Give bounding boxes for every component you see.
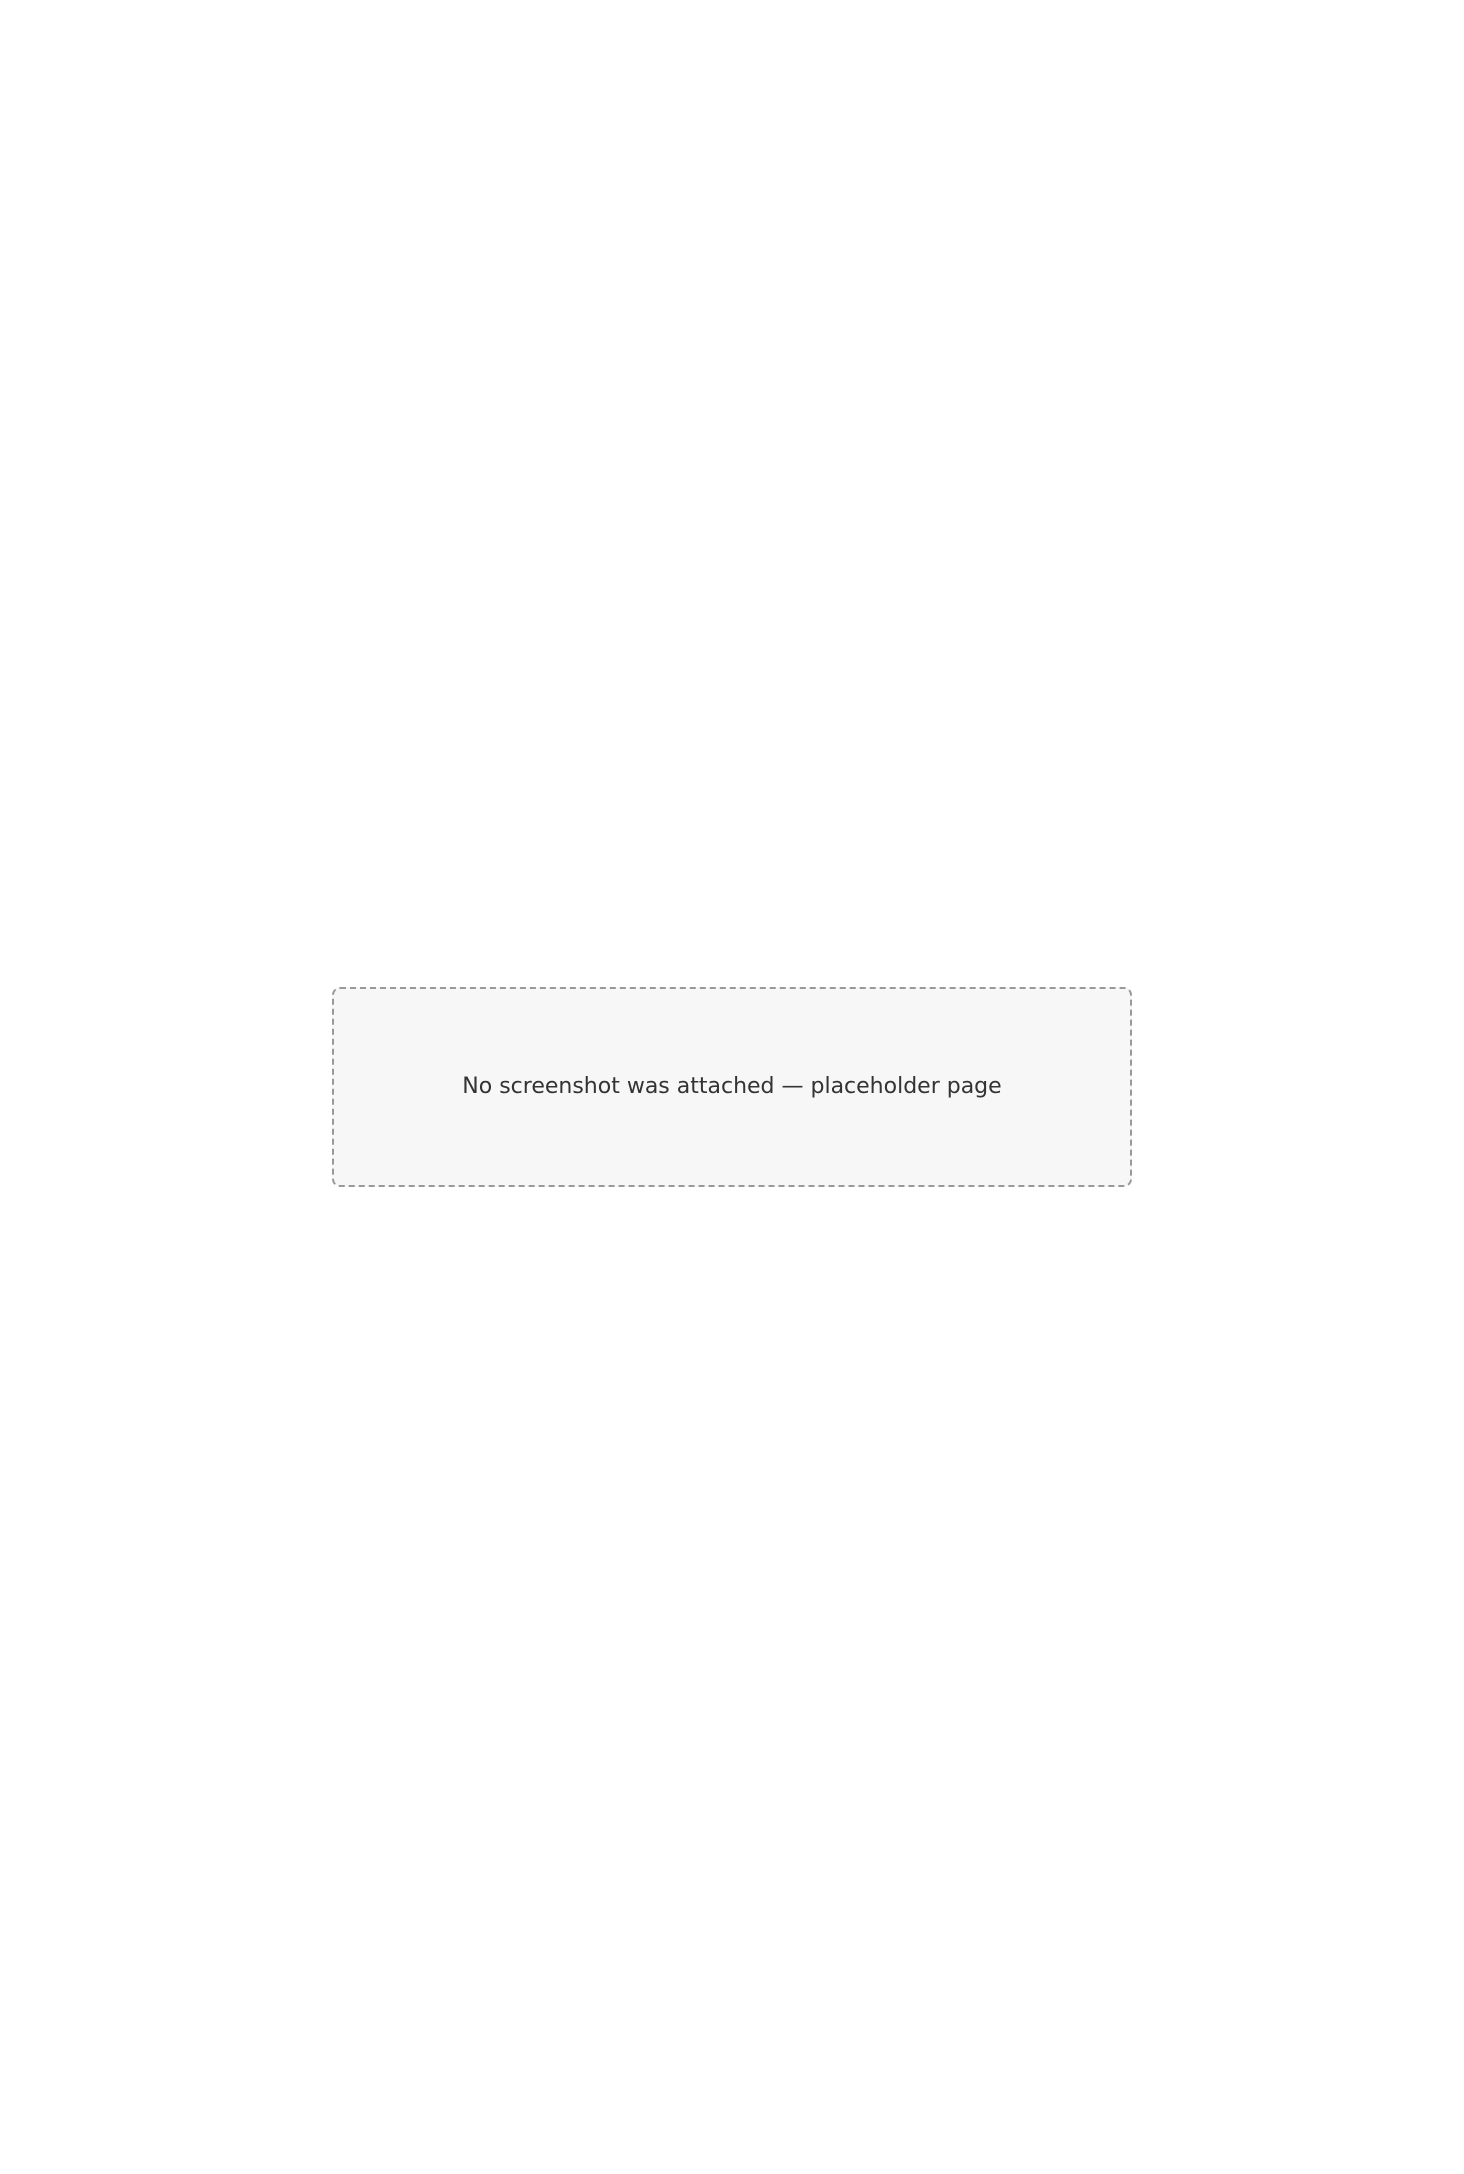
placeholder-message: No screenshot was attached — placeholder page — [332, 987, 1132, 1187]
